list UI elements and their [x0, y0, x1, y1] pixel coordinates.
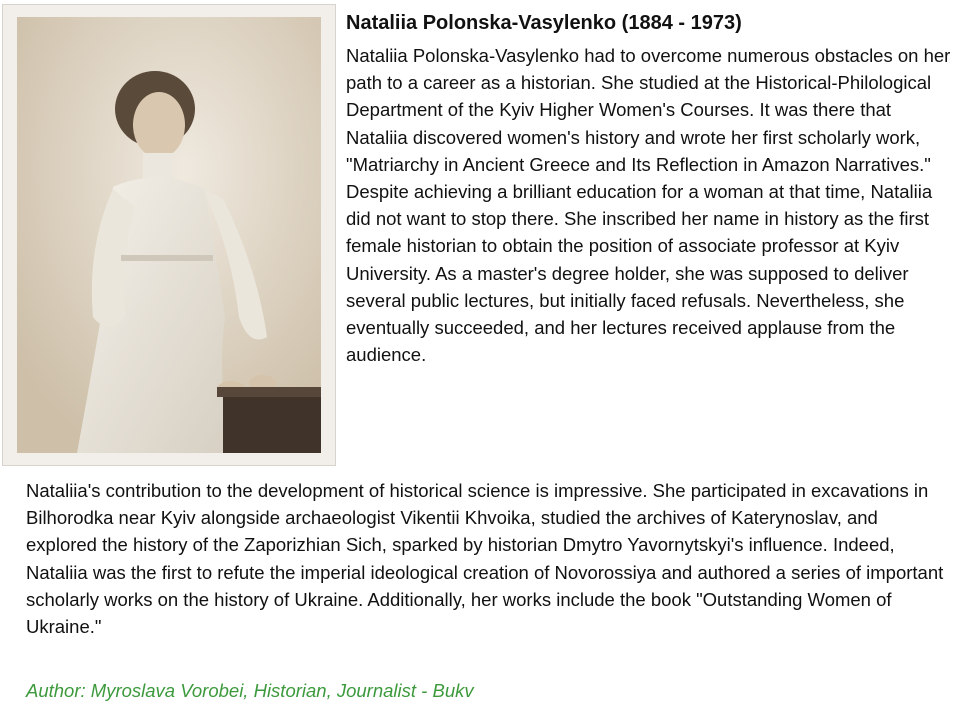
biography-top-section [346, 42, 952, 368]
biography-paragraph-career: Despite achieving a brilliant education for a woman at that time, Nataliia did not want to stop there. She inscribed her name in history as the first female historian to obtain the position of associate professor at Kyiv University. As a master's degree holder, she was supposed to deliver several public lectures, but initially faced refusals. Nevertheless, she eventually succeeded, and her lectures received applause from the audience. [346, 181, 933, 366]
portrait-photo-illustration [17, 17, 321, 453]
author-credit: Author: Myroslava Vorobei, Historian, Journalist - Bukv [26, 680, 474, 701]
biography-paragraph-contribution: Nataliia's contribution to the development of historical science is impressive. She participated in excavations in Bilhorodka near Kyiv alongside archaeologist Vikentii Khvoika, studied the archives of Katerynoslav, and explored the history of the Zaporizhian Sich, sparked by historian Dmytro Yavornytskyi's influence. Indeed, Nataliia was the first to refute the imperial ideological creation of Novorossiya and authored a series of important scholarly works on the history of Ukraine. Additionally, her works include the book "Outstanding Women of Ukraine." [26, 480, 944, 638]
portrait-photo [17, 17, 321, 453]
biography-paragraph-education: Nataliia Polonska-Vasylenko had to overcome numerous obstacles on her path to a career as a historian. She studied at the Historical-Philological Department of the Kyiv Higher Women's Courses. It was there that Nataliia discovered women's history and wrote her first scholarly work, "Matriarchy in Ancient Greece and Its Reflection in Amazon Narratives." [346, 45, 951, 175]
article-title: Nataliia Polonska-Vasylenko (1884 - 1973) [346, 12, 742, 34]
portrait-photo-frame [2, 4, 336, 466]
